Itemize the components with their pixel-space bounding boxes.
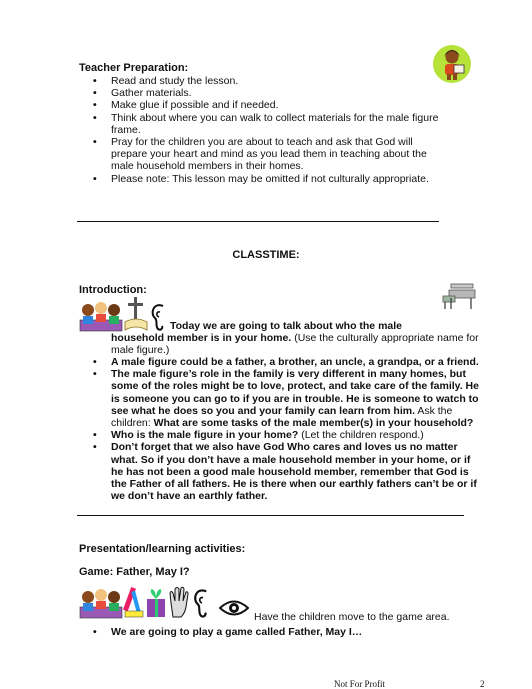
divider bbox=[77, 221, 439, 222]
game-heading: Game: Father, May I? bbox=[79, 566, 190, 578]
ear-icon bbox=[191, 587, 213, 619]
page-number: 2 bbox=[480, 679, 485, 689]
intro-b2-ask: Ask the children: bbox=[111, 404, 453, 430]
intro-icon-row bbox=[79, 296, 169, 332]
list-item bbox=[79, 368, 479, 429]
list-item: • Pray for the children you are about to teach and ask that God will prepare your heart and mind as you lead them in teaching about the male household members in their homes. bbox=[79, 136, 439, 173]
game-instruction: Have the children move to the game area. bbox=[254, 611, 450, 623]
children-group-icon bbox=[79, 298, 123, 332]
children-group-icon bbox=[79, 585, 123, 619]
school-desk-icon bbox=[441, 280, 479, 310]
eye-icon bbox=[219, 597, 249, 619]
ear-icon bbox=[149, 302, 169, 332]
presentation-heading: Presentation/learning activities: bbox=[79, 543, 246, 555]
list-item: • We are going to play a game called Father, May I… bbox=[79, 626, 479, 638]
pencil-crayon-icon bbox=[123, 585, 145, 619]
gift-box-icon bbox=[145, 585, 167, 619]
introduction-list bbox=[79, 356, 479, 502]
list-item: • Gather materials. bbox=[79, 87, 439, 99]
list-item: • Don’t forget that we also have God Who cares and loves us no matter what. So if you don’t have a male household member in your home, or if he has not been a good male household member, remember that God is the Father of all fathers. He is there when our earthly fathers can’t be or if we don’t have an earthly father. bbox=[79, 441, 479, 502]
game-list bbox=[79, 626, 479, 638]
intro-lead-bold-2: household member is in your home. bbox=[111, 332, 292, 344]
intro-b3-question: Who is the male figure in your home? bbox=[111, 429, 299, 442]
footer-text: Not For Profit bbox=[334, 679, 386, 689]
cross-bible-icon bbox=[123, 296, 149, 332]
intro-lead-note: (Use the culturally appropriate name for male figure.) bbox=[111, 332, 479, 357]
hand-icon bbox=[167, 585, 191, 619]
intro-lead-line2 bbox=[111, 332, 481, 356]
list-item: • Please note: This lesson may be omitted if not culturally appropriate. bbox=[79, 173, 439, 185]
intro-b2-question: What are some tasks of the male member(s) in your household? bbox=[153, 417, 474, 430]
classtime-heading: CLASSTIME: bbox=[232, 249, 300, 261]
intro-b2-text: The male figure’s role in the family is very different in many homes, but some of the roles might be to love, protect, and take care of the family. He is someone you can go to if you are in trouble. He is someone to watch to see what he does so you and your family can learn from him. bbox=[111, 368, 479, 417]
list-item: • Make glue if possible and if needed. bbox=[79, 99, 439, 111]
list-item: • A male figure could be a father, a brother, an uncle, a grandpa, or a friend. bbox=[79, 356, 479, 368]
introduction-heading: Introduction: bbox=[79, 284, 147, 296]
game-icon-row bbox=[79, 585, 249, 619]
divider bbox=[77, 515, 464, 516]
intro-lead-line1 bbox=[170, 320, 470, 332]
list-item bbox=[79, 429, 479, 441]
teacher-prep-list bbox=[79, 75, 439, 185]
list-item: • Read and study the lesson. bbox=[79, 75, 439, 87]
intro-b3-note: (Let the children respond.) bbox=[298, 429, 424, 442]
intro-lead-bold-1: Today we are going to talk about who the male bbox=[170, 320, 402, 332]
teacher-prep-heading: Teacher Preparation: bbox=[79, 62, 189, 74]
list-item: • Think about where you can walk to collect materials for the male figure frame. bbox=[79, 112, 439, 136]
